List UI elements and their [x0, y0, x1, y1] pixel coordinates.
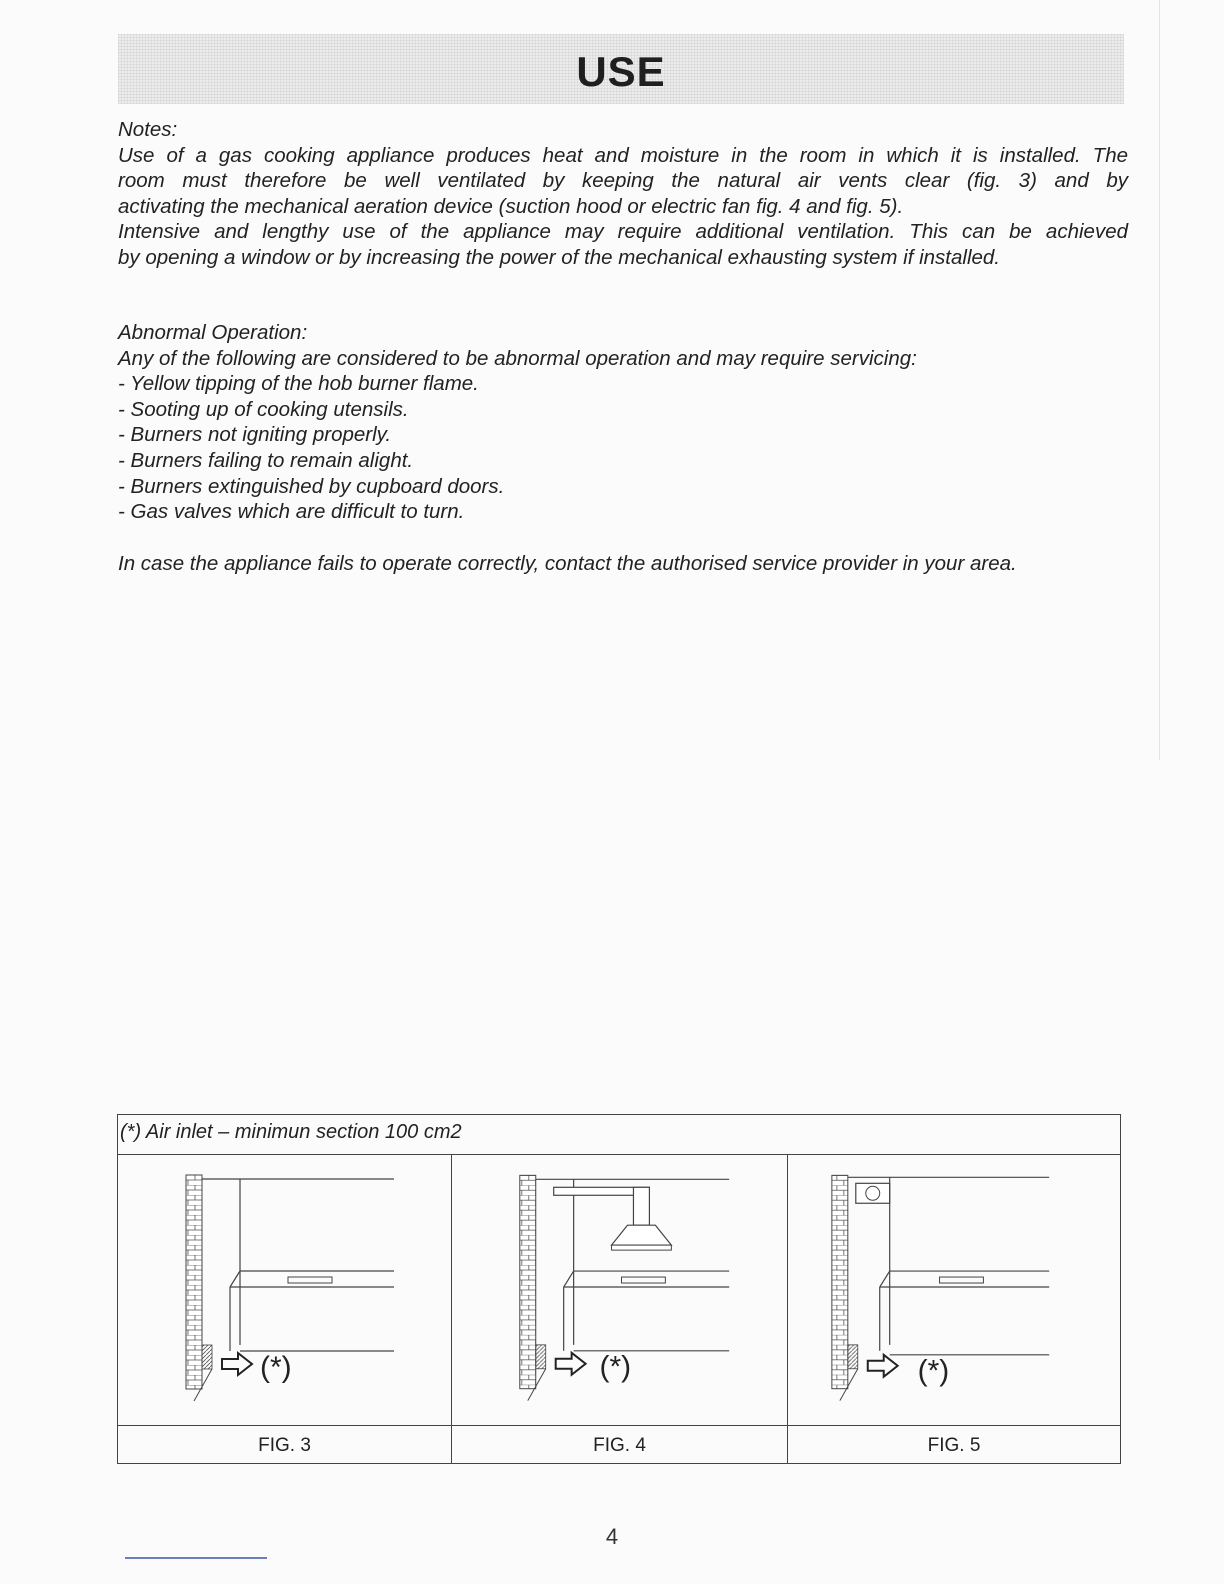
abnormal-heading: Abnormal Operation:: [118, 321, 308, 344]
abnormal-item: - Burners extinguished by cupboard doors.: [118, 474, 505, 498]
wall: [832, 1175, 848, 1388]
abnormal-operation-section: [118, 320, 1128, 525]
abnormal-intro: Any of the following are considered to be abnormal operation and may require servicing:: [118, 346, 917, 370]
air-inlet-mark: (*): [917, 1354, 950, 1388]
notes-line: room must therefore be well ventilated by keeping the natural air vents clear (fig. 3) and by: [118, 169, 1128, 193]
vent-grille: [848, 1345, 858, 1369]
notes-line: activating the mechanical aeration device (suction hood or electric fan fig. 4 and fig. 5).: [118, 194, 904, 218]
notes-section: [118, 117, 1128, 271]
abnormal-item: - Burners not igniting properly.: [118, 423, 392, 447]
vent-grille: [202, 1345, 212, 1369]
wall: [186, 1175, 202, 1389]
abnormal-item: - Yellow tipping of the hob burner flame.: [118, 372, 479, 396]
notes-heading: Notes:: [118, 118, 178, 141]
notes-line: Use of a gas cooking appliance produces heat and moisture in the room in which it is installed. The: [118, 143, 1128, 167]
abnormal-item: - Sooting up of cooking utensils.: [118, 397, 409, 421]
bottom-rule: [125, 1557, 267, 1559]
figure-caption: FIG. 5: [788, 1425, 1120, 1463]
figure-3-illustration: [118, 1155, 451, 1423]
air-flow-arrow-icon: [556, 1353, 586, 1375]
hob-icon: [288, 1277, 332, 1283]
page-number: 4: [605, 1524, 619, 1549]
figures-table: [117, 1114, 1121, 1464]
wall: [520, 1175, 536, 1388]
abnormal-item: - Gas valves which are difficult to turn.: [118, 500, 465, 524]
figure-caption: FIG. 3: [118, 1425, 451, 1463]
air-flow-arrow-icon: [868, 1355, 898, 1377]
vent-grille: [536, 1345, 546, 1369]
notes-line: Intensive and lengthy use of the appliance may require additional ventilation. This can be achieved: [118, 220, 1128, 244]
page-edge-rule: [1159, 0, 1160, 760]
figure-4-illustration: [452, 1155, 787, 1423]
figure-caption: FIG. 4: [452, 1425, 787, 1463]
hob-icon: [940, 1277, 984, 1283]
section-title: USE: [576, 48, 666, 95]
air-flow-arrow-icon: [222, 1353, 252, 1375]
hob-icon: [621, 1277, 665, 1283]
air-inlet-note: (*) Air inlet – minimun section 100 cm2: [118, 1115, 1120, 1155]
figure-4-cell: [451, 1155, 787, 1463]
air-inlet-mark: (*): [599, 1350, 632, 1384]
figure-5-cell: [787, 1155, 1120, 1463]
suction-hood-icon: [612, 1225, 672, 1245]
closing-note: In case the appliance fails to operate correctly, contact the authorised service provider in your area.: [118, 552, 1017, 575]
notes-line: by opening a window or by increasing the power of the mechanical exhausting system if installed.: [118, 245, 1000, 269]
figure-3-cell: [118, 1155, 451, 1463]
section-banner: [118, 34, 1124, 104]
abnormal-item: - Burners failing to remain alight.: [118, 448, 414, 472]
figure-5-illustration: [788, 1155, 1120, 1423]
air-inlet-mark: (*): [260, 1351, 292, 1384]
